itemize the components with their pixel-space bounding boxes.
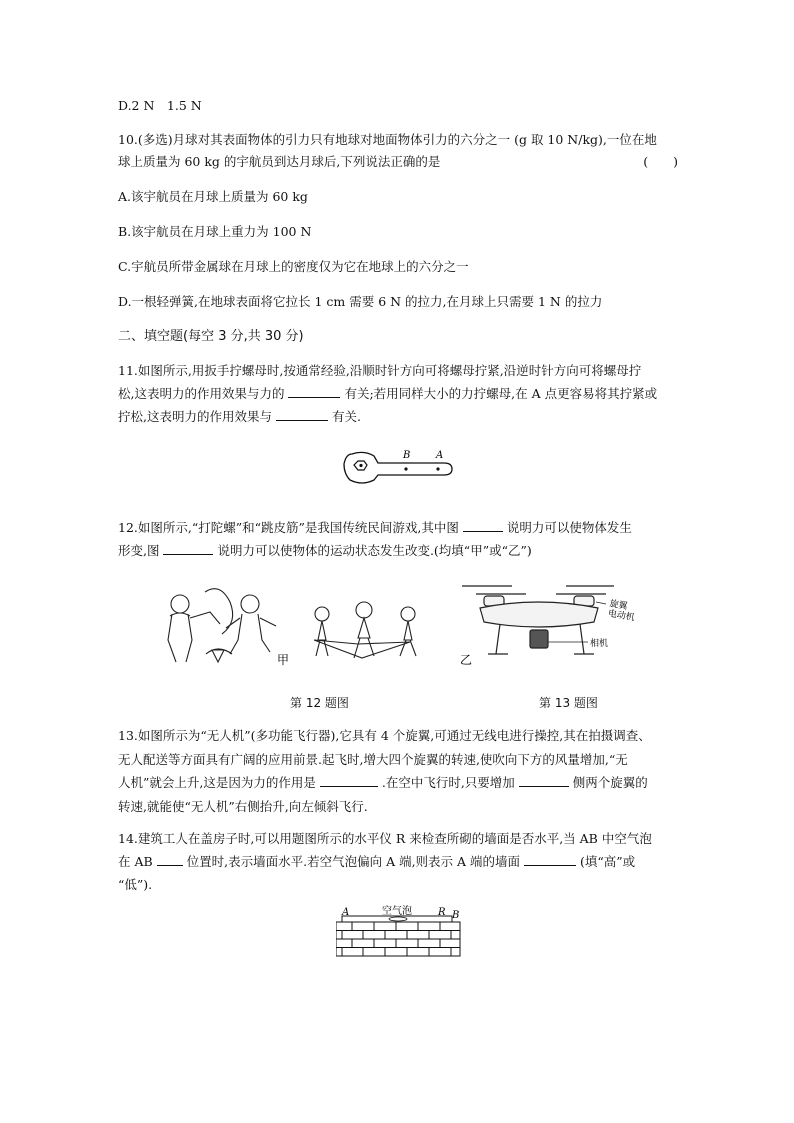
answer-blank[interactable] (157, 852, 183, 866)
child1-body (168, 613, 192, 662)
answer-blank[interactable] (276, 407, 328, 421)
q11-line2 (118, 384, 678, 404)
q13-line3 (118, 773, 678, 793)
rubber-band-figure (300, 600, 480, 670)
level-a-label: A (342, 907, 350, 918)
q13-line3a: 人机”就会上升,这是因为力的作用是 (118, 775, 316, 790)
top-icon (212, 650, 224, 662)
q10-option-b: B.该宇航员在月球上重力为 100 N (118, 224, 312, 239)
q10-line2-text: 球上质量为 60 kg 的宇航员到达月球后,下列说法正确的是 (118, 154, 441, 169)
q10-option-a: A.该宇航员在月球上质量为 60 kg (118, 189, 308, 204)
leg-right (580, 624, 584, 654)
q13-line2: 无人配送等方面具有广阔的应用前景.起飞时,增大四个旋翼的转速,使吹向下方的风量增加,“无 (118, 752, 628, 767)
q10-line2 (118, 152, 678, 172)
q11-line1: 11.如图所示,用扳手拧螺母时,按通常经验,沿顺时针方向可将螺母拧紧,沿逆时针方向可将螺母拧 (118, 363, 642, 378)
level-r-label: R (438, 907, 446, 918)
girl1-head (315, 607, 329, 621)
caption-q12: 第 12 题图 (290, 696, 349, 710)
q11-line2a: 松,这表明力的作用效果与力的 (118, 386, 285, 401)
answer-blank[interactable] (463, 518, 503, 532)
point-b-label: B (403, 450, 411, 461)
camera-label: 相机 (590, 639, 609, 649)
q14-line3: “低”). (118, 877, 153, 892)
label-yi: 乙 (460, 653, 473, 667)
q11-line3 (118, 407, 678, 427)
q9-option-d: D.2 N 1.5 N (118, 98, 202, 113)
child1-whip (190, 612, 220, 624)
q13-line4: 转速,就能使“无人机”右侧抬升,向左倾斜飞行. (118, 799, 368, 814)
wrench-figure (340, 442, 460, 492)
q12-line1b: 说明力可以使物体发生 (506, 520, 632, 535)
nut-center (359, 464, 362, 467)
air-bubble (389, 917, 407, 921)
level-wall-figure (336, 904, 466, 960)
caption-q13: 第 13 题图 (539, 696, 598, 710)
answer-paren: ( ) (643, 154, 678, 169)
child2-head (241, 595, 259, 613)
rotor-label: 旋翼 (608, 599, 629, 613)
q11-line2b: 有关;若用同样大小的力拧螺母,在 A 点更容易将其拧紧或 (344, 386, 658, 401)
level-b-label: B (452, 910, 460, 921)
q12-line2a: 形变,图 (118, 543, 160, 558)
leg-left (496, 624, 500, 654)
rubber-band (314, 640, 410, 658)
q12-line1a: 12.如图所示,“打陀螺”和“跳皮筋”是我国传统民间游戏,其中图 (118, 520, 459, 535)
answer-blank[interactable] (288, 384, 340, 398)
label-jia: 甲 (277, 653, 290, 667)
q12-line2 (118, 541, 678, 561)
brick-wall (336, 922, 460, 956)
point-a-label: A (436, 450, 444, 461)
drone-body (480, 602, 598, 627)
q14-line2b: 位置时,表示墙面水平.若空气泡偏向 A 端,则表示 A 端的墙面 (186, 854, 521, 869)
girl2-head (356, 602, 372, 618)
point-b-dot (404, 467, 407, 470)
q14-line2 (118, 852, 678, 872)
tree-shape (205, 589, 233, 634)
q12-line2b: 说明力可以使物体的运动状态发生改变.(均填“甲”或“乙”) (217, 543, 532, 558)
answer-blank[interactable] (519, 773, 569, 787)
child1-head (171, 595, 189, 613)
q11-line3a: 拧松,这表明力的作用效果与 (118, 409, 272, 424)
answer-blank[interactable] (320, 773, 378, 787)
q13-line3b: .在空中飞行时,只要增加 (381, 775, 515, 790)
girl3-head (401, 607, 415, 621)
point-a-dot (436, 467, 439, 470)
girl2-body (354, 618, 374, 658)
q14-line2a: 在 AB (118, 854, 153, 869)
q12-line1 (118, 518, 678, 538)
child2-body (226, 614, 276, 654)
q14-line2c: (填“高”或 (580, 854, 636, 869)
camera-gimbal (530, 630, 548, 648)
answer-blank[interactable] (163, 541, 213, 555)
answer-blank[interactable] (524, 852, 576, 866)
q11-line3b: 有关. (331, 409, 361, 424)
q13-line3c: 侧两个旋翼的 (572, 775, 648, 790)
rotor-pointer (596, 602, 606, 604)
motor-label: 电动机 (607, 608, 636, 624)
drone-figure (456, 578, 646, 668)
spinning-top-figure (150, 582, 300, 672)
q10-option-d: D.一根轻弹簧,在地球表面将它拉长 1 cm 需要 6 N 的拉力,在月球上只需要 1 N 的拉力 (118, 294, 603, 309)
q13-line1: 13.如图所示为“无人机”(多功能飞行器),它具有 4 个旋翼,可通过无线电进行操控,其在拍摄调查、 (118, 728, 651, 743)
q14-line1: 14.建筑工人在盖房子时,可以用题图所示的水平仪 R 来检查所砌的墙面是否水平,当 AB 中空气泡 (118, 831, 652, 846)
section-heading: 二、填空题(每空 3 分,共 30 分) (118, 329, 304, 344)
q10-line1: 10.(多选)月球对其表面物体的引力只有地球对地面物体引力的六分之一 (g 取 10 N/kg),一位在地 (118, 132, 657, 147)
bubble-label: 空气泡 (382, 906, 412, 917)
q10-option-c: C.宇航员所带金属球在月球上的密度仅为它在地球上的六分之一 (118, 259, 469, 274)
girl3-body (400, 621, 416, 656)
girl1-body (316, 621, 328, 656)
